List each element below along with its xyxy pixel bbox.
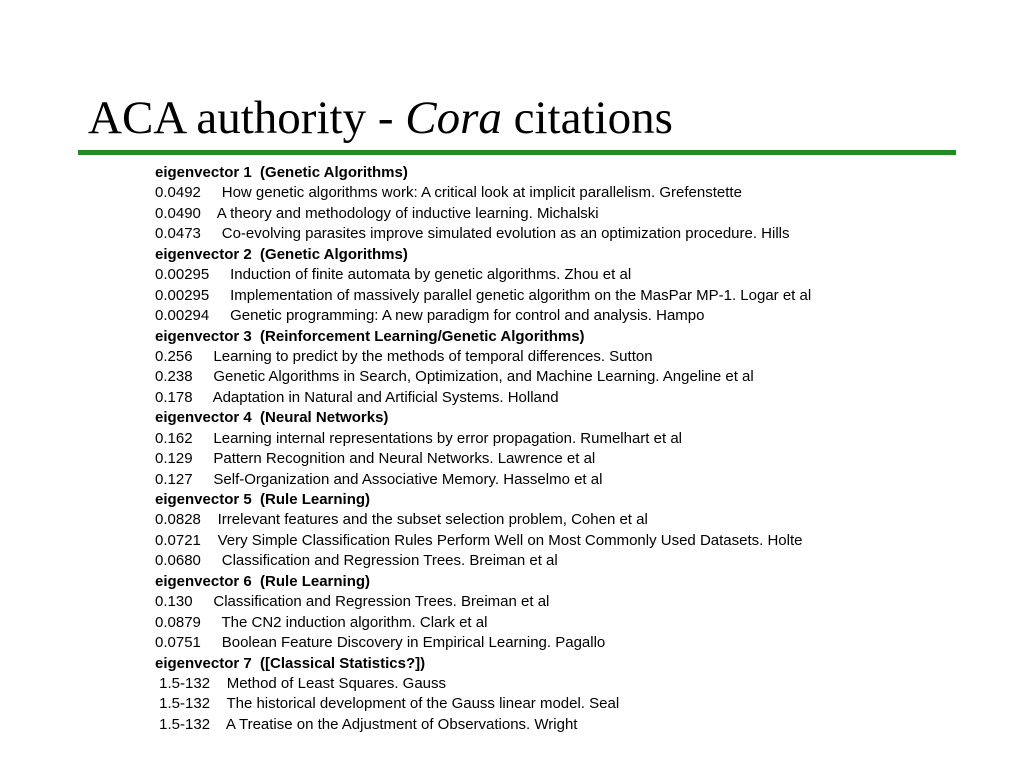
title-suffix: citations	[501, 92, 673, 144]
citation-score: 0.0879	[155, 613, 201, 631]
slide-title	[88, 88, 673, 148]
citation-text: Co-evolving parasites improve simulated evolution as an optimization procedure. Hills	[221, 225, 790, 243]
citation-score: 0.0490	[155, 204, 201, 222]
citation-score: 0.130	[155, 593, 193, 611]
citation-score: 0.0751	[155, 634, 201, 652]
citation-row	[155, 265, 1005, 285]
citation-text: Very Simple Classification Rules Perform Well on Most Commonly Used Datasets. Holte	[217, 531, 803, 549]
citation-score: 0.127	[155, 470, 193, 488]
citation-gap	[201, 634, 222, 651]
citation-score: 1.5-132	[155, 715, 211, 733]
citation-row	[155, 306, 1005, 326]
citation-row	[155, 694, 1005, 714]
citation-gap	[201, 614, 222, 631]
eigenvector-heading: eigenvector 6 (Rule Learning)	[155, 572, 371, 590]
citation-gap	[209, 287, 230, 304]
citation-text: Implementation of massively parallel genetic algorithm on the MasPar MP-1. Logar et al	[230, 286, 812, 304]
citation-text: A theory and methodology of inductive learning. Michalski	[216, 204, 599, 222]
citation-gap	[209, 307, 230, 324]
citation-text: Irrelevant features and the subset selection problem, Cohen et al	[217, 511, 648, 529]
citation-score: 0.0492	[155, 184, 201, 202]
citation-gap	[193, 450, 214, 467]
eigenvector-heading: eigenvector 5 (Rule Learning)	[155, 491, 371, 508]
citation-score: 0.0828	[155, 511, 201, 529]
citation-score: 0.256	[155, 347, 193, 365]
citation-text: Classification and Regression Trees. Breiman et al	[221, 552, 558, 570]
citation-score: 0.00295	[155, 286, 210, 304]
citation-gap	[201, 552, 222, 569]
citation-gap	[193, 348, 214, 365]
citation-text: How genetic algorithms work: A critical look at implicit parallelism. Grefenstette	[221, 184, 742, 202]
citation-gap	[210, 716, 226, 733]
citation-gap	[193, 593, 214, 610]
citation-text: Method of Least Squares. Gauss	[226, 674, 447, 692]
citation-row	[155, 286, 1005, 306]
citation-gap	[210, 695, 226, 712]
citation-gap	[201, 511, 218, 528]
citation-text: Pattern Recognition and Neural Networks. Lawrence et al	[213, 450, 596, 468]
citation-row	[155, 449, 1005, 469]
citation-list	[155, 163, 1005, 735]
citation-row	[155, 715, 1005, 735]
eigenvector-heading: eigenvector 4 (Neural Networks)	[155, 409, 389, 427]
citation-gap	[201, 205, 217, 222]
citation-row	[155, 224, 1005, 244]
citation-gap	[201, 184, 222, 201]
eigenvector-heading: eigenvector 2 (Genetic Algorithms)	[155, 245, 408, 263]
citation-row	[155, 633, 1005, 653]
citation-gap	[201, 225, 222, 242]
citation-score: 0.00295	[155, 266, 210, 284]
citation-score: 1.5-132	[155, 695, 211, 713]
citation-score: 0.238	[155, 368, 193, 386]
citation-gap	[193, 389, 213, 406]
citation-score: 0.178	[155, 388, 193, 406]
citation-row	[155, 367, 1005, 387]
citation-score: 0.0473	[155, 225, 201, 243]
citation-row	[155, 674, 1005, 694]
eigenvector-heading: eigenvector 1 (Genetic Algorithms)	[155, 164, 408, 181]
citation-score: 0.129	[155, 450, 193, 468]
citation-gap	[193, 430, 214, 447]
citation-text: Learning internal representations by error propagation. Rumelhart et al	[213, 429, 682, 447]
citation-score: 0.0721	[155, 531, 201, 549]
title-prefix: ACA authority -	[88, 92, 406, 144]
citation-text: Learning to predict by the methods of temporal differences. Sutton	[213, 347, 653, 365]
citation-score: 0.00294	[155, 307, 210, 325]
citation-gap	[209, 266, 230, 283]
citation-text: Induction of finite automata by genetic algorithms. Zhou et al	[230, 266, 632, 284]
citation-score: 1.5-132	[155, 674, 211, 692]
title-emphasis: Cora	[405, 92, 502, 144]
citation-score: 0.162	[155, 429, 193, 447]
title-divider	[78, 150, 956, 155]
eigenvector-heading: eigenvector 3 (Reinforcement Learning/Genetic Algorithms)	[155, 327, 585, 345]
eigenvector-heading: eigenvector 7 ([Classical Statistics?])	[155, 654, 426, 672]
citation-text: Classification and Regression Trees. Breiman et al	[213, 593, 550, 611]
citation-row	[155, 551, 1005, 571]
citation-row	[155, 429, 1005, 449]
citation-gap	[193, 368, 214, 385]
citation-gap	[210, 675, 227, 692]
citation-row	[155, 510, 1005, 530]
citation-row	[155, 592, 1005, 612]
citation-text: The historical development of the Gauss linear model. Seal	[226, 695, 620, 713]
citation-row	[155, 531, 1005, 551]
citation-row	[155, 613, 1005, 633]
citation-text: Self-Organization and Associative Memory. Hasselmo et al	[213, 470, 603, 488]
citation-row	[155, 347, 1005, 367]
citation-text: Genetic programming: A new paradigm for control and analysis. Hampo	[230, 307, 705, 325]
citation-row	[155, 183, 1005, 203]
citation-text: Adaptation in Natural and Artificial Systems. Holland	[212, 388, 559, 406]
citation-row	[155, 204, 1005, 224]
citation-text: Genetic Algorithms in Search, Optimization, and Machine Learning. Angeline et al	[213, 368, 754, 386]
citation-row	[155, 388, 1005, 408]
citation-text: Boolean Feature Discovery in Empirical Learning. Pagallo	[221, 634, 606, 652]
citation-text: A Treatise on the Adjustment of Observations. Wright	[225, 715, 578, 733]
citation-gap	[193, 471, 214, 488]
citation-score: 0.0680	[155, 552, 201, 570]
citation-gap	[201, 532, 218, 549]
citation-text: The CN2 induction algorithm. Clark et al	[221, 613, 488, 631]
citation-row	[155, 470, 1005, 490]
